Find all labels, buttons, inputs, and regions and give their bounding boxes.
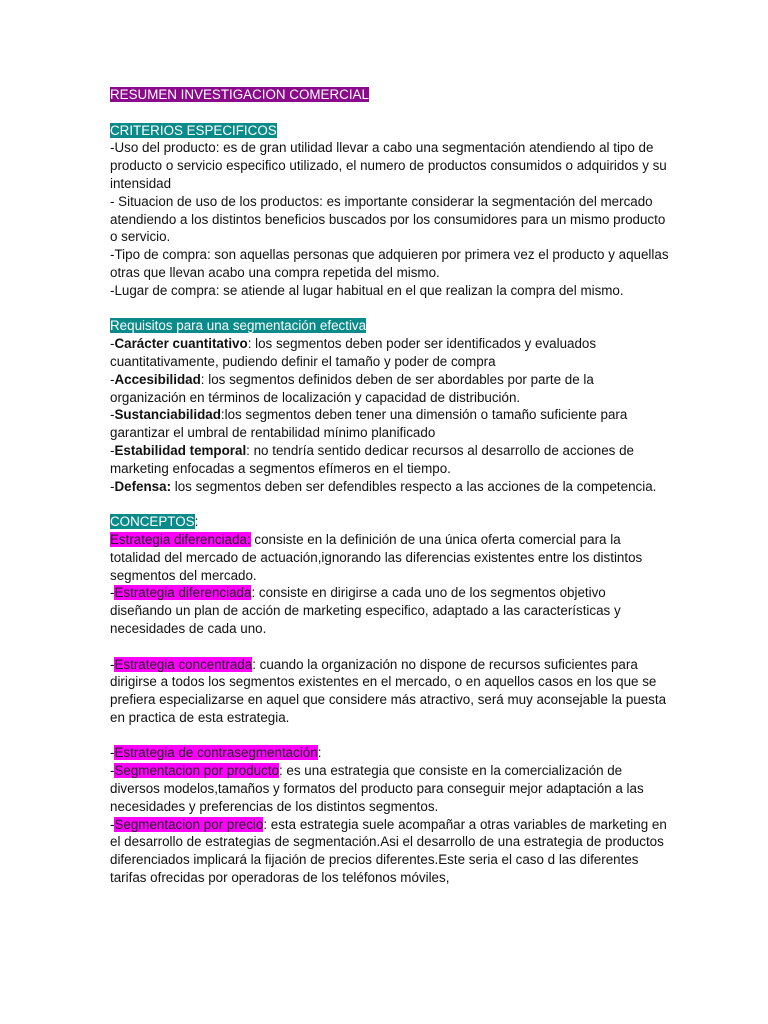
- spacer: [110, 638, 670, 656]
- requirement-item: [110, 442, 670, 478]
- item-prefix: -: [110, 336, 115, 352]
- item-term: Accesibilidad: [114, 371, 201, 387]
- concept-item: [110, 531, 670, 584]
- requirement-item: [110, 371, 670, 407]
- item-prefix: -: [110, 763, 115, 779]
- document-page: [110, 86, 670, 887]
- section-heading-line: [110, 513, 670, 531]
- item-prefix: -: [110, 442, 115, 458]
- concept-text: : consiste en dirigirse a cada uno de los segmentos objetivo diseñando un plan de acción de marketing especifico, adaptado a las características y necesidades de cada uno.: [110, 585, 621, 636]
- requirement-item: [110, 478, 670, 496]
- concept-text: : esta estrategia suele acompañar a otras variables de marketing en el desarrollo de estrategias de segmentación.Asi el desarrollo de una estrategia de productos diferenciados implicará la fijación de precios diferentes.Este seria el caso d las diferentes tarifas ofrecidas por operadoras de los teléfonos móviles,: [110, 816, 667, 886]
- concept-item: [110, 584, 670, 637]
- section-heading-criterios: CRITERIOS ESPECIFICOS: [110, 122, 277, 138]
- requirement-item: [110, 406, 670, 442]
- concept-term: Estrategia de contrasegmentación: [114, 745, 318, 761]
- concept-item: [110, 656, 670, 727]
- concept-text: : es una estrategia que consiste en la comercialización de diversos modelos,tamaños y formatos del producto para conseguir mejor adaptación a las necesidades y preferencias de los distintos segmentos.: [110, 763, 644, 814]
- item-term: Sustanciabilidad: [114, 407, 221, 423]
- section-heading-line: [110, 317, 670, 335]
- concept-term: Estrategia diferenciada: [114, 585, 252, 601]
- concept-text: : cuando la organización no dispone de recursos suficientes para dirigirse a todos los segmentos existentes en el mercado, o en aquellos casos en los que se prefiera especializarse en aquel que considere más atractivo, será muy aconsejable la puesta en practica de esta estrategia.: [110, 656, 667, 725]
- spacer: [110, 104, 670, 122]
- concept-item: [110, 744, 670, 762]
- concept-term: Estrategia diferenciada:: [110, 531, 251, 547]
- paragraph: - Situacion de uso de los productos: es importante considerar la segmentación del mercado atendiendo a los distintos beneficios buscados por los consumidores para un mismo producto o servicio.: [110, 193, 666, 245]
- item-text: : los segmentos definidos deben de ser abordables por parte de la organización en términos de localización y capacidad de distribución.: [110, 371, 594, 405]
- item-term: Defensa:: [114, 478, 172, 494]
- concept-term: Segmentacion por precio: [114, 816, 264, 832]
- paragraph: -Tipo de compra: son aquellas personas que adquieren por primera vez el producto y aquellas otras que llevan acabo una compra repetida del mismo.: [110, 247, 669, 280]
- item-prefix: -: [110, 745, 115, 761]
- section-heading-line: [110, 122, 670, 140]
- item-text: los segmentos deben ser defendibles respecto a las acciones de la competencia.: [171, 478, 657, 494]
- concept-item: [110, 762, 670, 815]
- document-title-line: [110, 86, 670, 104]
- paragraph: -Lugar de compra: se atiende al lugar habitual en el que realizan la compra del mismo.: [110, 282, 624, 298]
- requirement-item: [110, 335, 670, 371]
- item-prefix: -: [110, 816, 115, 832]
- item-prefix: -: [110, 656, 115, 672]
- item-prefix: -: [110, 478, 115, 494]
- concept-term: Segmentacion por producto: [114, 763, 279, 779]
- item-prefix: -: [110, 371, 115, 387]
- spacer: [110, 300, 670, 318]
- section-heading-requisitos: Requisitos para una segmentación efectiva: [110, 318, 367, 334]
- paragraph: -Uso del producto: es de gran utilidad llevar a cabo una segmentación atendiendo al tipo de producto o servicio especifico utilizado, el numero de productos consumidos o adquiridos y su intensidad: [110, 140, 667, 191]
- item-term: Estabilidad temporal: [114, 442, 247, 458]
- concept-text: :: [317, 745, 322, 761]
- concept-item: [110, 816, 670, 887]
- item-prefix: -: [110, 585, 115, 601]
- item-prefix: -: [110, 407, 115, 423]
- heading-suffix: :: [194, 514, 199, 530]
- document-title: RESUMEN INVESTIGACION COMERCIAL: [110, 87, 369, 102]
- item-text: : los segmentos deben poder ser identificados y evaluados cuantitativamente, pudiendo definir el tamaño y poder de compra: [110, 336, 597, 369]
- concept-term: Estrategia concentrada: [114, 656, 253, 672]
- item-text: :los segmentos deben tener una dimensión o tamaño suficiente para garantizar el umbral de rentabilidad mínimo planificado: [110, 407, 628, 441]
- item-text: : no tendría sentido dedicar recursos al desarrollo de acciones de marketing enfocadas a segmentos efímeros en el tiempo.: [110, 442, 634, 476]
- spacer: [110, 727, 670, 745]
- section-heading-conceptos: CONCEPTOS: [110, 514, 195, 530]
- spacer: [110, 495, 670, 513]
- item-term: Carácter cuantitativo: [114, 336, 248, 352]
- concept-text: consiste en la definición de una única oferta comercial para la totalidad del mercado de actuación,ignorando las diferencias existentes entre los distintos segmentos del mercado.: [110, 531, 643, 583]
